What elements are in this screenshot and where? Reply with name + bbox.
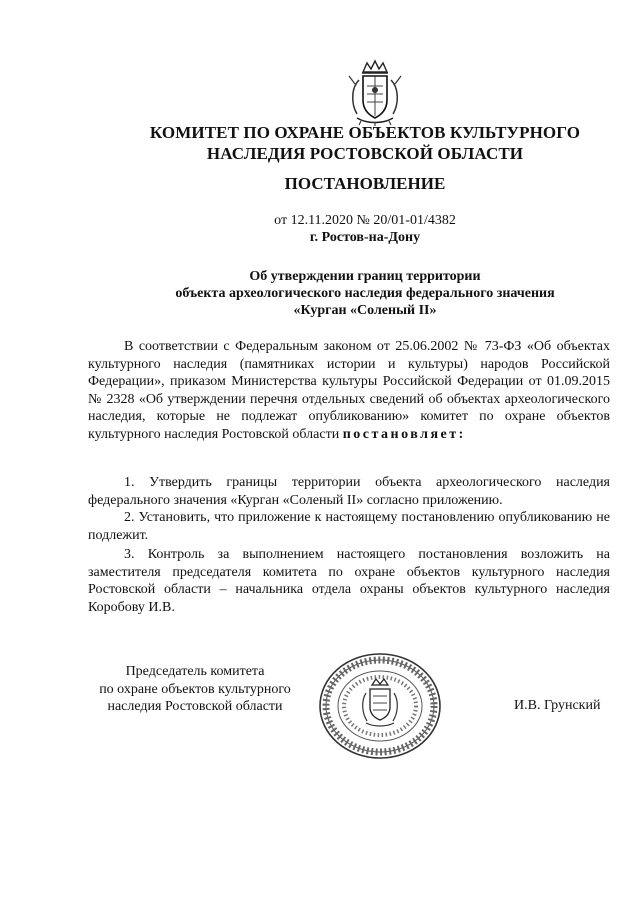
signatory-title-line-2: по охране объектов культурного (99, 681, 291, 697)
coat-of-arms-icon (345, 58, 405, 126)
resolves-keyword: постановляет: (342, 426, 466, 442)
subject-line-3: «Курган «Соленый II» (293, 303, 437, 318)
signatory-title (80, 663, 310, 716)
preamble-text: В соответствии с Федеральным законом от 25.06.2002 № 73-ФЗ «Об объектах культурного наследия (памятниках истории и культуры) народов Российской Федерации», приказом Министерства культуры Российской Федерации от 01.09.2015 № 2328 «Об утверждении перечня отдельных сведений об объектах археологического наследия, которые не подлежат опубликованию» комитет по охране объектов культурного наследия Ростовской области (88, 339, 610, 442)
committee-line-1: КОМИТЕТ ПО ОХРАНЕ ОБЪЕКТОВ КУЛЬТУРНОГО (149, 123, 581, 142)
resolution-item-1: 1. Утвердить границы территории объекта археологического наследия федерального значения «Курган «Соленый II» согласно приложению. (88, 475, 610, 508)
subject-line-1: Об утверждении границ территории (249, 269, 481, 284)
document-type-title: ПОСТАНОВЛЕНИЕ (284, 174, 446, 193)
resolution-item-3: 3. Контроль за выполнением настоящего постановления возложить на заместителя председателя комитета по охране объектов культурного наследия Ростовской области – начальника отдела охраны объектов культурного наследия Коробову И.В. (88, 547, 610, 615)
document-subject (95, 268, 635, 319)
issue-city: г. Ростов-на-Дону (309, 230, 421, 245)
signatory-title-line-3: наследия Ростовской области (107, 699, 283, 714)
committee-name (95, 122, 635, 164)
official-seal-icon (316, 651, 444, 761)
signatory-name: И.В. Грунский (514, 698, 601, 713)
preamble-paragraph (88, 338, 610, 443)
subject-line-2: объекта археологического наследия федерального значения (175, 286, 555, 301)
signatory-title-line-1: Председатель комитета (125, 664, 265, 679)
resolution-item-2: 2. Установить, что приложение к настоящему постановлению опубликованию не подлежит. (88, 510, 610, 543)
committee-line-2: НАСЛЕДИЯ РОСТОВСКОЙ ОБЛАСТИ (206, 144, 524, 163)
date-and-number: от 12.11.2020 № 20/01-01/4382 (274, 213, 456, 228)
